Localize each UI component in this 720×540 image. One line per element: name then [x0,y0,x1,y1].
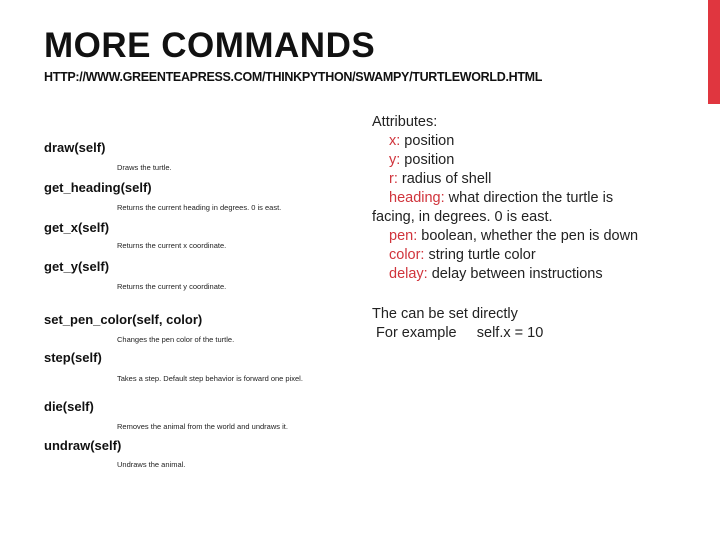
attribute-text: delay between instructions [427,266,603,282]
note-line: For example self.x = 10 [372,325,544,341]
method-description: Returns the current heading in degrees. 0 is east. [117,203,282,212]
attribute-name: x: [389,133,401,149]
method-description: Returns the current y coordinate. [117,282,227,291]
method-name: undraw(self) [44,438,122,453]
method-name: draw(self) [44,140,106,155]
attribute-name: y: [389,152,401,168]
attribute-item [372,151,702,170]
attribute-name: pen: [389,228,418,244]
attribute-name: r: [389,171,398,187]
attribute-item [372,265,702,284]
example-note [372,305,543,343]
method-name: get_heading(self) [44,180,152,195]
attribute-text: string turtle color [424,247,536,263]
attribute-name: heading: [389,190,445,206]
attribute-item [372,132,702,151]
method-description: Returns the current x coordinate. [117,241,227,250]
method-name: step(self) [44,350,102,365]
method-description: Undraws the animal. [117,460,186,469]
attribute-item [372,170,702,189]
attribute-text: what direction the turtle is [444,190,614,206]
method-description: Takes a step. Default step behavior is forward one pixel. [117,374,303,383]
attributes-heading: Attributes: [372,114,438,130]
slide-subtitle-url: HTTP://WWW.GREENTEAPRESS.COM/THINKPYTHON/SWAMPY/TURTLEWORLD.HTML [44,70,543,84]
attribute-continuation: facing, in degrees. 0 is east. [372,209,553,225]
attribute-text: radius of shell [397,171,492,187]
method-description: Draws the turtle. [117,163,172,172]
method-name: die(self) [44,399,94,414]
attribute-text: boolean, whether the pen is down [417,228,639,244]
attribute-text: position [400,133,455,149]
method-name: get_y(self) [44,259,110,274]
note-line: The can be set directly [372,306,518,322]
attribute-item [372,189,702,208]
attributes-block [372,113,702,284]
method-name: get_x(self) [44,220,110,235]
attribute-name: color: [389,247,425,263]
attribute-name: delay: [389,266,428,282]
method-description: Removes the animal from the world and undraws it. [117,422,288,431]
method-description: Changes the pen color of the turtle. [117,335,235,344]
accent-bar [708,0,720,104]
attribute-text: position [400,152,455,168]
attribute-item [372,227,702,246]
slide-title: MORE COMMANDS [44,26,376,65]
attribute-item [372,246,702,265]
method-name: set_pen_color(self, color) [44,312,203,327]
